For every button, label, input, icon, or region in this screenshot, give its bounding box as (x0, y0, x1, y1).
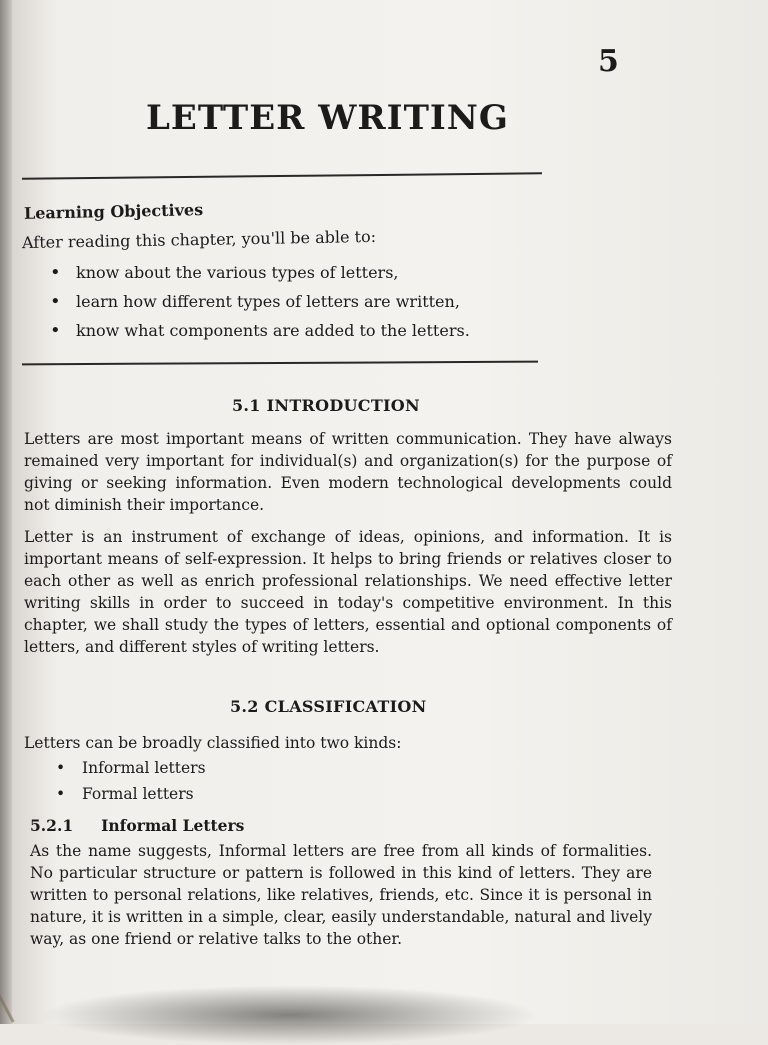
shadow (40, 985, 540, 1045)
informal-letters-paragraph: As the name suggests, Informal letters are free from all kinds of formalities. No particular structure or pattern is followed in this kind of letters. They are written to personal relations, like relatives, friends, etc. Since it is personal in nature, it is written in a simple, clear, easily understandable, natural and lively way, as one friend or relative talks to the other. (30, 842, 652, 948)
chapter-number: 5 (598, 44, 619, 79)
subsection-number: 5.2.1 (30, 816, 74, 835)
list-item: • Formal letters (56, 785, 194, 803)
bullet-icon: • (50, 262, 61, 283)
bullet-icon: • (50, 320, 61, 341)
objectives-heading: Learning Objectives (23, 200, 204, 223)
chapter-title: LETTER WRITING (146, 98, 509, 138)
subsection-title: Informal Letters (101, 816, 245, 835)
subsection-heading (30, 816, 244, 835)
section-heading-classification: 5.2 CLASSIFICATION (230, 697, 427, 716)
intro-paragraph-2: Letter is an instrument of exchange of ideas, opinions, and information. It is important means of self-expression. It helps to bring friends or relatives closer to each other as well as enrich professional relationships. We need effective letter writing skills in order to succeed in today's competitive environment. In this chapter, we shall study the types of letters, essential and optional components of letters, and different styles of writing letters. (24, 528, 672, 656)
book-spine (0, 0, 12, 1024)
classification-intro: Letters can be broadly classified into two kinds: (24, 734, 402, 752)
objectives-intro: After reading this chapter, you'll be able to: (21, 226, 377, 253)
list-item: • know what components are added to the letters. (50, 320, 470, 341)
bullet-icon: • (56, 785, 66, 803)
bullet-icon: • (50, 291, 61, 312)
section-heading-introduction: 5.1 INTRODUCTION (232, 396, 420, 415)
objectives-list (50, 258, 470, 345)
list-item: • know about the various types of letters, (50, 262, 399, 283)
list-item: • Informal letters (56, 759, 206, 777)
bullet-icon: • (56, 759, 66, 777)
intro-paragraph-1: Letters are most important means of written communication. They have always remained very important for individual(s) and organization(s) for the purpose of giving or seeking information. Even modern technological developments could not diminish their importance. (24, 430, 672, 514)
list-item: • learn how different types of letters are written, (50, 291, 460, 312)
letter-kinds-list (56, 755, 206, 807)
